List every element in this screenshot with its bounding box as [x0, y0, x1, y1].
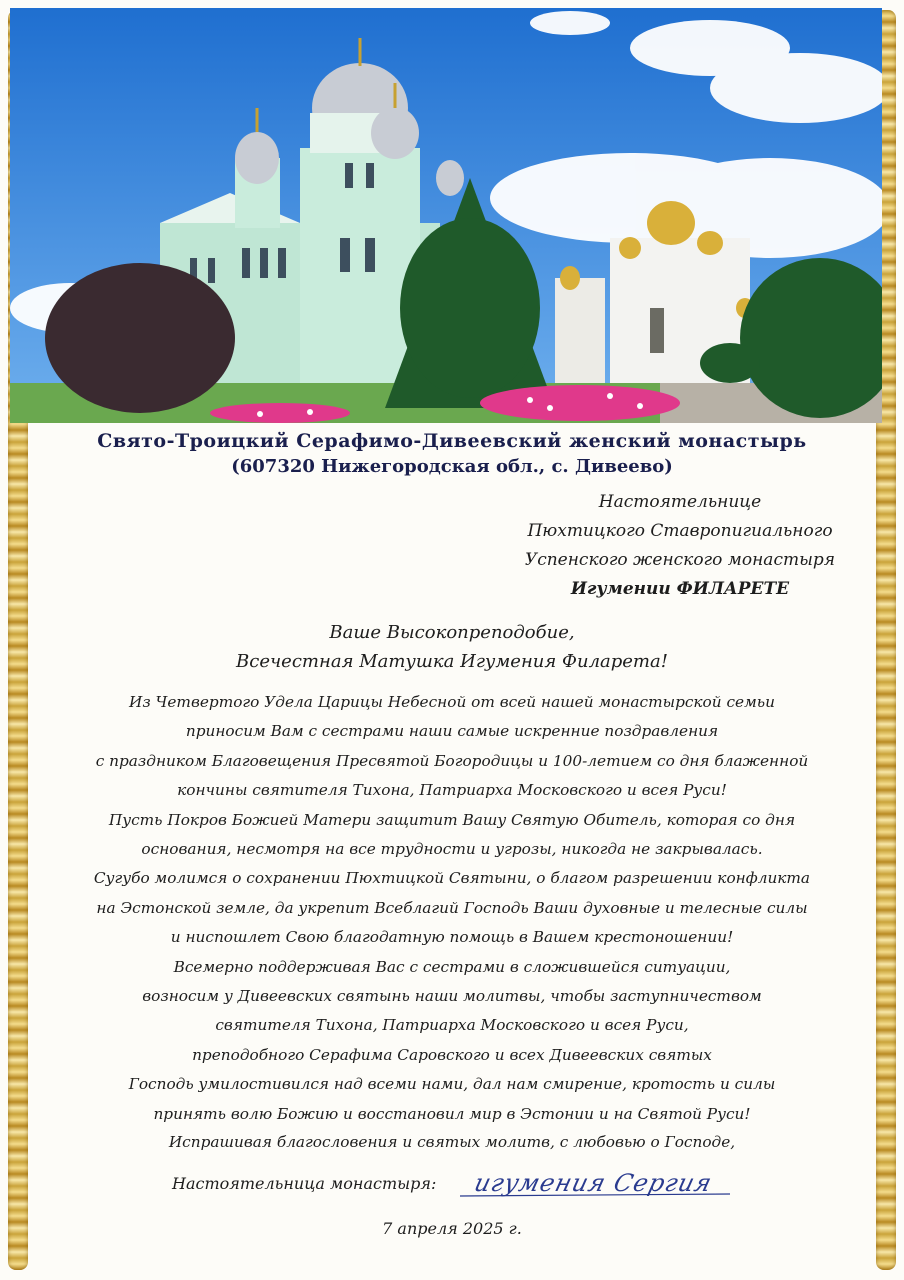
body-line: святителя Тихона, Патриарха Московского и всея Руси, [215, 1016, 689, 1035]
monastery-title: Свято-Троицкий Серафимо-Дивеевский женский монастырь [97, 430, 807, 452]
body-line: принять волю Божию и восстановил мир в Эстонии и на Святой Руси! [153, 1104, 751, 1123]
body-line: Господь умилостивился над всеми нами, дал нам смирение, кротость и силы [128, 1075, 776, 1094]
body-line: кончины святителя Тихона, Патриарха Московского и всея Руси! [177, 781, 727, 800]
addressee-line: Успенского женского монастыря [524, 550, 836, 570]
body-line: основания, несмотря на все трудности и угрозы, никогда не закрывалась. [141, 840, 763, 859]
body-line: на Эстонской земле, да укрепит Всеблагий Господь Ваши духовные и телесные силы [96, 898, 808, 917]
greeting-line: Ваше Высокопреподобие, [329, 622, 575, 643]
addressee-block [470, 488, 890, 604]
addressee-line: Настоятельнице [598, 492, 762, 512]
greeting-line: Всечестная Матушка Игумения Филарета! [236, 651, 668, 672]
monastery-photo [10, 8, 882, 423]
monastery-address: (607320 Нижегородская обл., с. Дивеево) [231, 456, 673, 477]
body-line: приносим Вам с сестрами наши самые искренние поздравления [185, 722, 719, 741]
body-line: Пусть Покров Божией Матери защитит Вашу Святую Обитель, которая со дня [108, 810, 796, 829]
body-line: преподобного Серафима Саровского и всех Дивеевских святых [192, 1045, 712, 1064]
body-line: возносим у Дивеевских святынь наши молитвы, чтобы заступничеством [142, 987, 762, 1006]
body-line: с праздником Благовещения Пресвятой Богородицы и 100-летием со дня блаженной [95, 751, 809, 770]
body-line: Всемерно поддерживая Вас с сестрами в сложившейся ситуации, [173, 957, 731, 976]
body-line: Сугубо молимся о сохранении Пюхтицкой Святыни, о благом разрешении конфликта [93, 869, 811, 888]
body-line: и ниспошлет Свою благодатную помощь в Вашем крестоношении! [170, 928, 734, 947]
closing-line: Испрашивая благословения и святых молитв, с любовью о Господе, [168, 1133, 736, 1151]
letter-date: 7 апреля 2025 г. [382, 1219, 522, 1238]
handwritten-signature: игумения Сергия [471, 1169, 716, 1197]
signature-label: Настоятельница монастыря: [172, 1174, 437, 1193]
addressee-line: Пюхтицкого Ставропигиального [527, 521, 833, 541]
body-line: Из Четвертого Удела Царицы Небесной от всей нашей монастырской семьи [129, 693, 775, 711]
letter-body [40, 688, 864, 1129]
greeting [40, 618, 864, 676]
addressee-name: Игумении ФИЛАРЕТЕ [570, 579, 790, 599]
